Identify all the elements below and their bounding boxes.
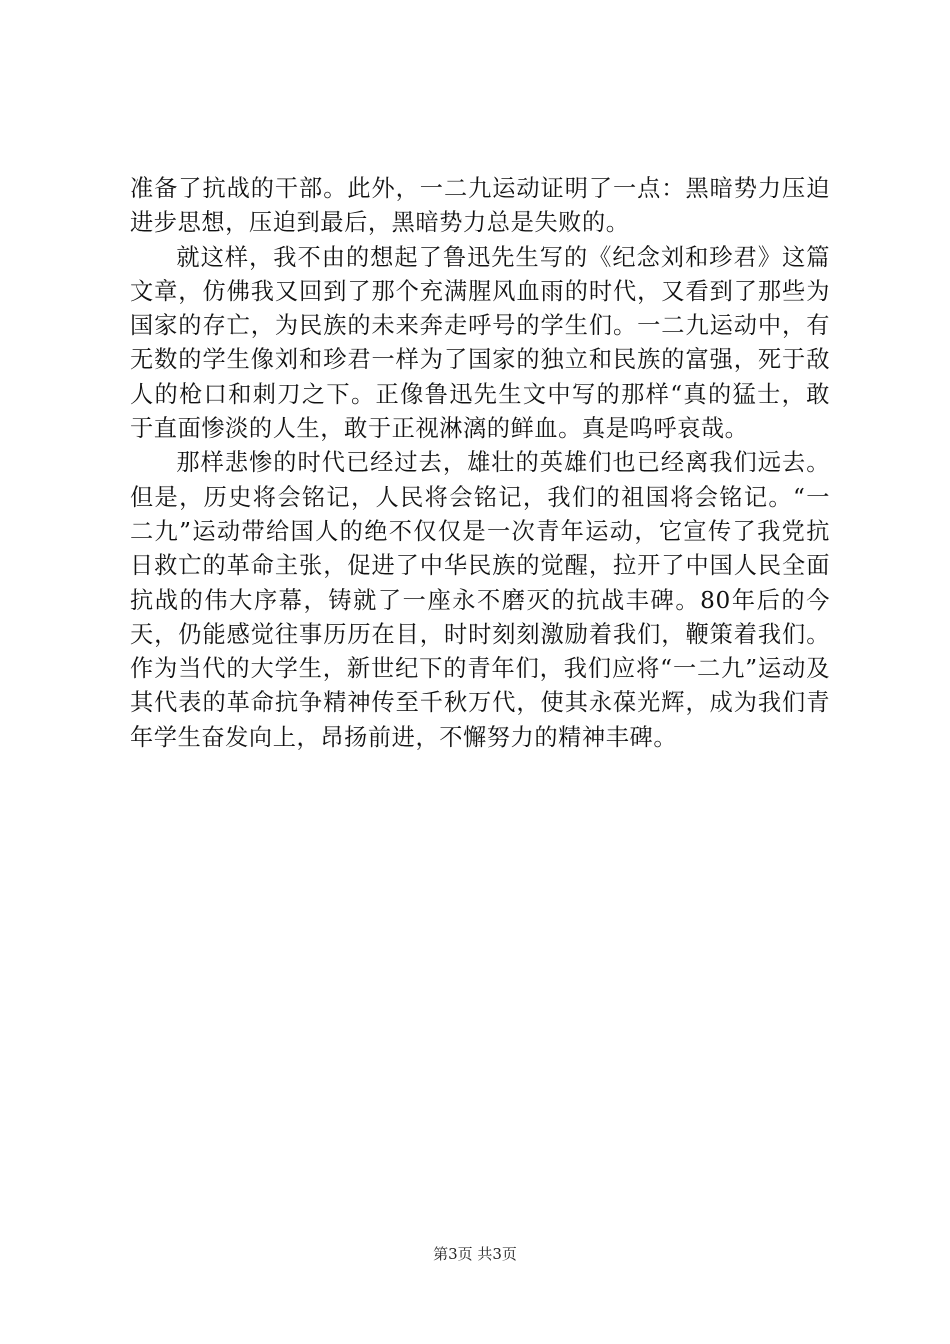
paragraph-lu-xun: 就这样，我不由的想起了鲁迅先生写的《纪念刘和珍君》这篇文章，仿佛我又回到了那个充满腥风血雨的时代，又看到了那些为国家的存亡，为民族的未来奔走呼号的学生们。一二九运动中，有无数的学生像刘和珍君一样为了国家的独立和民族的富强，死于敌人的枪口和刺刀之下。正像鲁迅先生文中写的那样“真的猛士，敢于直面惨淡的人生，敢于正视淋漓的鲜血。真是呜呼哀哉。 bbox=[130, 243, 830, 443]
paragraph-conclusion: 那样悲惨的时代已经过去，雄壮的英雄们也已经离我们远去。但是，历史将会铭记，人民将会铭记，我们的祖国将会铭记。“一二九”运动带给国人的绝不仅仅是一次青年运动，它宣传了我党抗日救亡的革命主张，促进了中华民族的觉醒，拉开了中国人民全面抗战的伟大序幕，铸就了一座永不磨灭的抗战丰碑。80年后的今天，仍能感觉往事历历在目，时时刻刻激励着我们，鞭策着我们。作为当代的大学生，新世纪下的青年们，我们应将“一二九”运动及其代表的革命抗争精神传至千秋万代，使其永葆光辉，成为我们青年学生奋发向上，昂扬前进，不懈努力的精神丰碑。 bbox=[130, 449, 830, 751]
paragraph-continuation: 准备了抗战的干部。此外，一二九运动证明了一点：黑暗势力压迫进步思想，压迫到最后，黑暗势力总是失败的。 bbox=[130, 175, 830, 237]
page-footer: 第3页 共3页 bbox=[433, 1245, 517, 1263]
document-body bbox=[130, 172, 830, 755]
